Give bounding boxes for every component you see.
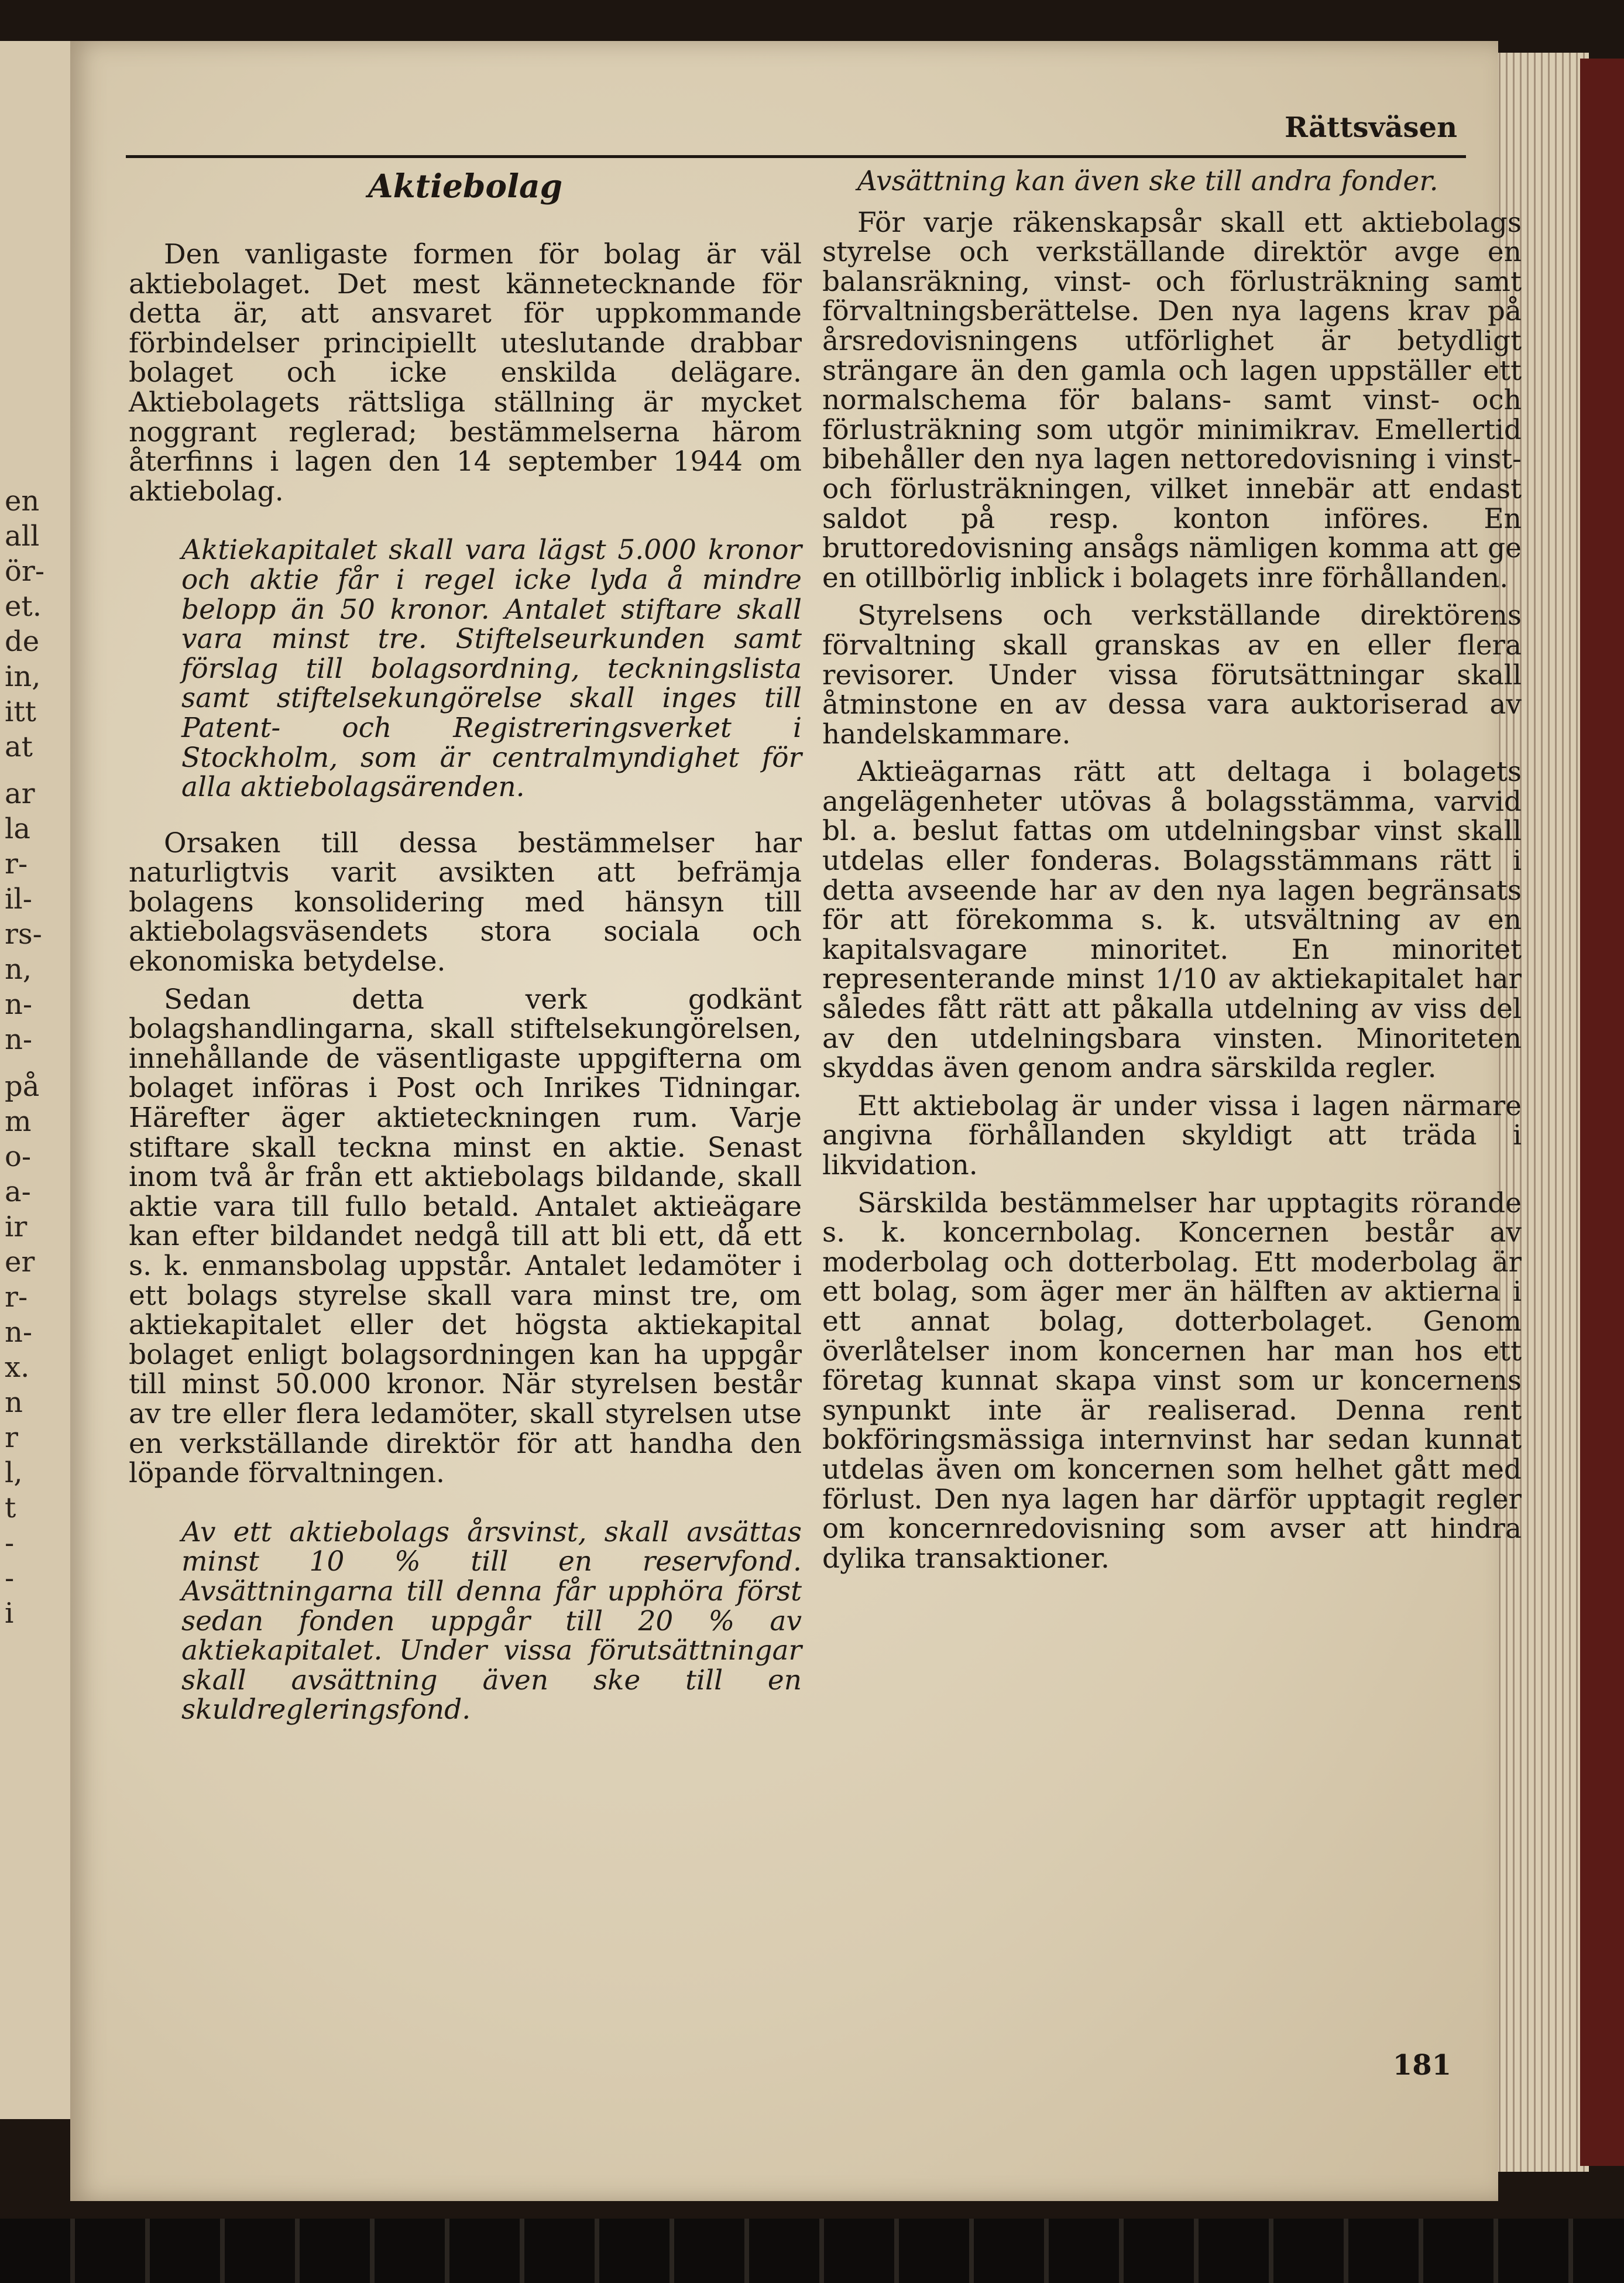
previous-page-text-fragment: at [5,731,33,763]
previous-page-text-fragment: n, [5,953,32,986]
book-cover-edge [1580,59,1624,2166]
previous-page-text-fragment: n- [5,1316,33,1349]
previous-page-text-fragment: en [5,485,40,517]
running-head: Rättsväsen [1285,111,1457,144]
previous-page-text-fragment: ir [5,1211,28,1243]
previous-page-text-fragment: r [5,1421,18,1454]
previous-page-text-fragment: r- [5,848,28,880]
previous-page-text-fragment: de [5,625,40,658]
paragraph: För varje räkenskapsår skall ett aktiebolags styrelse och verkställande direktör avge en balansräkning, vinst- och förlusträkning samt förvaltningsberättelse. Den nya lagens krav på årsredovisningens utförlighet är betydligt strängare än den gamla och lagen uppställer ett normalschema för balans- samt vinst- och förlusträkning som utgör minimikrav. Emellertid bibehåller den nya lagen nettoredovisning i vinst- och förlusträkningen, vilket innebär att endast saldot på resp. konton införes. En bruttoredovisning ansågs nämligen komma att ge en otillbörlig inblick i bolagets inre förhållanden. [822,206,1522,594]
header-rule [126,155,1466,158]
paragraph: Orsaken till dessa bestämmelser har naturligtvis varit avsikten att befrämja bolagens konsolidering med hänsyn till aktiebolagsväsendets stora sociala och ekonomiska betydelse. [129,827,802,978]
previous-page-text-fragment: t [5,1492,16,1524]
italic-paragraph: Av ett aktiebolags årsvinst, skall avsättas minst 10 % till en reservfond. Avsättningarna till denna får upphöra först sedan fonden uppgår till 20 % av aktiekapitalet. Under vissa förutsättningar skall avsättning även ske till en skuldregleringsfond. [181,1516,802,1726]
previous-page-text-fragment: o- [5,1140,32,1173]
book-page [70,41,1522,2201]
italic-paragraph: Aktiekapitalet skall vara lägst 5.000 kronor och aktie får i regel icke lyda å mindre belopp än 50 kronor. Antalet stiftare skall vara minst tre. Stiftelseurkunden samt förslag till bolagsordning, teckningslista samt stiftelsekungörelse skall inges till Patent- och Registreringsverket i Stockholm, som är centralmyndighet för alla aktiebolagsärenden. [181,534,802,804]
previous-page-text-fragment: i [5,1597,14,1630]
previous-page-text-fragment: in, [5,660,41,693]
previous-page-text-fragment: itt [5,695,36,728]
previous-page-text-fragment: n- [5,1023,33,1056]
previous-page-text-fragment: m [5,1105,32,1138]
previous-page-text-fragment: - [5,1527,15,1559]
previous-page-text-fragment: r- [5,1281,28,1314]
background-surface [0,2219,1624,2283]
paragraph: Styrelsens och verkställande direktörens förvaltning skall granskas av en eller flera revisorer. Under vissa förutsättningar skall åtminstone en av dessa vara auktoriserad av handelskammare. [822,599,1522,750]
previous-page-text-fragment: n [5,1386,23,1419]
previous-page-text-fragment: a- [5,1175,31,1208]
previous-page-text-fragment: ör- [5,555,45,588]
left-column [129,167,802,1751]
paragraph: Sedan detta verk godkänt bolagshandlingarna, skall stiftelsekungörelsen, innehållande de väsentligaste uppgifterna om bolaget införas i Post och Inrikes Tidningar. Härefter äger aktieteckningen rum. Varje stiftare skall teckna minst en aktie. Senast inom två år från ett aktiebolags bildande, skall aktie vara till fullo betald. Antalet aktieägare kan efter bildandet nedgå till att bli ett, då ett s. k. enmansbolag uppstår. Antalet ledamöter i ett bolags styrelse skall vara minst tre, om aktiekapitalet eller det högsta aktiekapital bolaget enligt bolagsordningen kan ha uppgår till minst 50.000 kronor. När styrelsen består av tre eller flera ledamöter, skall styrelsen utse en verkställande direktör för att handha den löpande förvaltningen. [129,983,802,1490]
previous-page-text-fragment: - [5,1562,15,1595]
previous-page-text-fragment: rs- [5,918,42,951]
previous-page-text-fragment: il- [5,883,32,916]
italic-paragraph: Avsättning kan även ske till andra fonder. [857,165,1438,197]
paragraph: Aktieägarnas rätt att deltaga i bolagets angelägenheter utövas å bolagsstämma, varvid bl. a. beslut fattas om utdelningsbar vinst skall utdelas eller fonderas. Bolagsstämmans rätt i detta avseende har av den nya lagen begränsats för att förekomma s. k. utsvältning av en kapitalsvagare minoritet. En minoritet representerande minst 1/10 av aktiekapitalet har således fått rätt att påkalla utdelning av viss del av den utdelningsbara vinsten. Minoriteten skyddas även genom andra särskilda regler. [822,756,1522,1085]
previous-page-text-fragment: er [5,1246,35,1278]
previous-page-text-fragment: på [5,1070,40,1103]
paragraph: Särskilda bestämmelser har upptagits rörande s. k. koncernbolag. Koncernen består av moderbolag och dotterbolag. Ett moderbolag är ett bolag, som äger mer än hälften av aktierna i ett annat bolag, dotterbolaget. Genom överlåtelser inom koncernen har man hos ett företag kunnat skapa vinst som ur koncernens synpunkt inte är realiserad. Denna rent bokföringsmässiga internvinst har sedan kunnat utdelas även om koncernen som helhet gått med förlust. Den nya lagen har därför upptagit regler om koncernredovisning som avser att hindra dylika transaktioner. [822,1187,1522,1575]
previous-page-text-fragment: x. [5,1351,30,1384]
section-heading: Aktiebolag [368,167,563,205]
right-column [822,167,1522,1574]
previous-page-text-fragment: l, [5,1456,23,1489]
previous-page-text-fragment: all [5,520,40,553]
previous-page-text-fragment: ar [5,777,35,810]
previous-page-text-fragment: la [5,813,30,845]
previous-page-text-fragment: et. [5,590,42,623]
page-number: 181 [1392,2049,1451,2082]
paragraph: Ett aktiebolag är under vissa i lagen närmare angivna förhållanden skyldigt att träda i likvidation. [822,1089,1522,1181]
previous-page-text-fragment: n- [5,988,33,1021]
previous-page-edge [0,41,74,2119]
paragraph: Den vanligaste formen för bolag är väl aktiebolaget. Det mest kännetecknande för detta är, att ansvaret för uppkommande förbindelser principiellt uteslutande drabbar bolaget och icke enskilda delägare. Aktiebolagets rättsliga ställning är mycket noggrant reglerad; bestämmelserna härom återfinns i lagen den 14 september 1944 om aktiebolag. [129,238,802,508]
